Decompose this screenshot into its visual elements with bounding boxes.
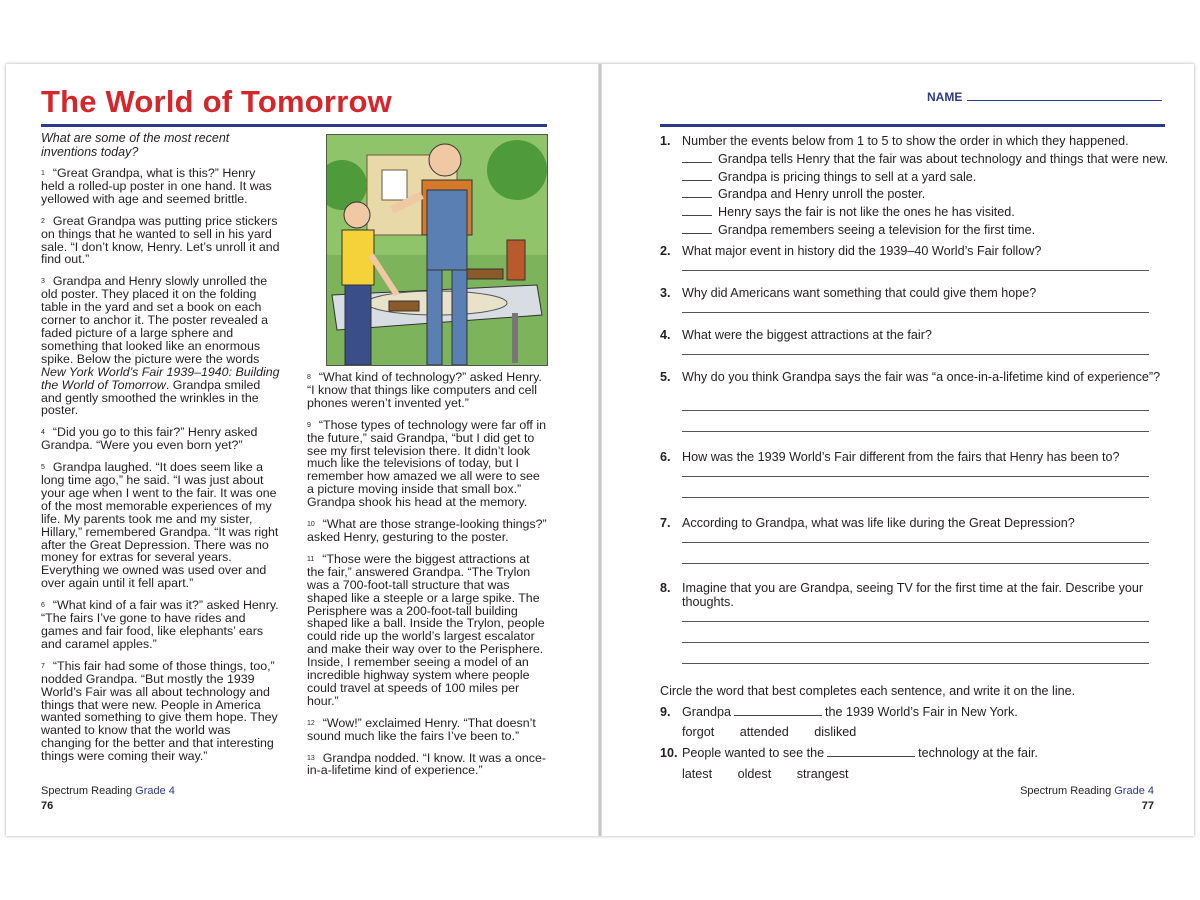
left-page [6, 64, 598, 836]
answer-line[interactable] [682, 497, 1149, 498]
paragraph-text: “What kind of technology?” asked Henry. “I know that things like computers and cell phones weren’t invented yet.” [307, 370, 542, 410]
order-blank[interactable] [682, 233, 712, 234]
question-text: Why did Americans want something that could give them hope? [682, 286, 1037, 300]
paragraph-text: Great Grandpa was putting price stickers on things that he wanted to sell in his yard sale. “I don’t know, Henry. Let’s unroll it and find out.” [41, 213, 280, 267]
paragraph-number: 3 [41, 278, 45, 286]
story-column-2 [307, 371, 548, 786]
paragraph-text: “What are those strange-looking things?” asked Henry, gesturing to the poster. [307, 517, 547, 544]
event-text: Henry says the fair is not like the ones he has visited. [718, 205, 1015, 220]
story-paragraph [41, 599, 281, 651]
paragraph-text: . Grandpa smiled and gently smoothed the wrinkles in the poster. [41, 377, 261, 418]
q9-option[interactable]: disliked [814, 725, 857, 739]
q9-options [682, 725, 878, 739]
question-number: 3. [660, 286, 671, 300]
paragraph-text: “What kind of a fair was it?” asked Henry. “The fairs I’ve gone to have rides and games and fair food, like elephants’ ears and caramel apples.” [41, 598, 279, 651]
paragraph-text: Grandpa and Henry slowly unrolled the old poster. They placed it on the folding table in the yard and set a book on each corner to anchor it. The poster revealed a faded picture of a large sphere and something that looked like an enormous spike. Below the picture were the words [41, 274, 269, 366]
question-text: What were the biggest attractions at the fair? [682, 328, 932, 342]
page-title: The World of Tomorrow [41, 84, 392, 119]
event-item [682, 205, 1015, 219]
question-text: Imagine that you are Grandpa, seeing TV for the first time at the fair. Describe your thoughts. [682, 581, 1144, 609]
answer-line[interactable] [682, 312, 1149, 313]
paragraph-number: 6 [41, 602, 45, 610]
footer-series: Spectrum Reading [1020, 785, 1112, 797]
paragraph-number: 8 [307, 374, 311, 381]
header-rule [660, 124, 1165, 127]
question-text: Why do you think Grandpa says the fair was “a once-in-a-lifetime kind of experience”? [682, 370, 1161, 384]
story-paragraph [41, 215, 281, 267]
story-paragraph [307, 419, 548, 509]
question-number: 4. [660, 328, 671, 342]
page-number-left: 76 [41, 800, 54, 812]
paragraph-text: “Great Grandpa, what is this?” Henry held a rolled-up poster in one hand. It was yellowed with age and seemed brittle. [41, 166, 272, 206]
answer-line[interactable] [682, 621, 1149, 622]
paragraph-number: 1 [41, 170, 45, 177]
question-number: 10. [660, 746, 678, 760]
q9-after: the 1939 World’s Fair in New York. [825, 705, 1018, 719]
answer-line[interactable] [682, 410, 1149, 411]
page-number-right: 77 [1141, 800, 1154, 812]
paragraph-number: 13 [307, 754, 315, 762]
answer-line[interactable] [682, 431, 1149, 432]
question-text: How was the 1939 World’s Fair different from the fairs that Henry has been to? [682, 450, 1120, 464]
event-item [682, 152, 1168, 166]
paragraph-number: 12 [307, 719, 315, 727]
footer-left [41, 785, 175, 797]
story-paragraph [307, 553, 548, 708]
answer-line[interactable] [682, 542, 1149, 543]
q10-option[interactable]: strangest [796, 767, 849, 781]
event-text: Grandpa remembers seeing a television for the first time. [718, 222, 1036, 237]
story-paragraph [41, 167, 281, 206]
story-paragraph [41, 660, 281, 763]
question-text: Number the events below from 1 to 5 to show the order in which they happened. [682, 134, 1129, 148]
grandpa-poster-illustration-icon [327, 135, 547, 365]
question-text: According to Grandpa, what was life like during the Great Depression? [682, 516, 1075, 530]
paragraph-text: “This fair had some of those things, too,” nodded Grandpa. “But mostly the 1939 World’s Fair was all about technology and things that were new. People in America wanted something to give them hope. They wanted to know that the world was changing for the better and that interesting things were coming their way.” [41, 658, 278, 764]
q9-option[interactable]: forgot [682, 725, 715, 739]
paragraph-number: 4 [41, 429, 45, 437]
question-number: 7. [660, 516, 671, 530]
paragraph-text: “Those were the biggest attractions at the fair,” answered Grandpa. “The Trylon was a 700-foot-tall structure that was shaped like a steeple or a large spike. The Perisphere was a 200-foot-tall building shaped like a ball. Inside the Trylon, people could ride up the world’s largest escalator and make their way over to the Perisphere. Inside, I remember seeing a model of an incredible highway system where people could travel at speeds of 100 miles per hour.” [307, 551, 545, 708]
story-illustration [326, 134, 548, 366]
q10-options [682, 767, 871, 781]
q9-option[interactable]: attended [739, 725, 789, 739]
paragraph-number: 9 [307, 421, 311, 429]
story-paragraph [41, 426, 281, 452]
order-blank[interactable] [682, 180, 712, 181]
story-paragraph [307, 371, 548, 410]
answer-line[interactable] [682, 476, 1149, 477]
footer-series: Spectrum Reading [41, 785, 133, 797]
q10-after: technology at the fair. [918, 746, 1038, 760]
story-paragraph [41, 275, 281, 417]
q9-answer-blank[interactable] [734, 715, 822, 716]
event-item [682, 187, 925, 201]
event-text: Grandpa tells Henry that the fair was about technology and things that were new. [718, 152, 1169, 166]
paragraph-number: 10 [307, 521, 315, 529]
question-number: 1. [660, 134, 671, 148]
question-number: 9. [660, 705, 671, 719]
story-paragraph [307, 752, 548, 778]
event-text: Grandpa and Henry unroll the poster. [718, 187, 926, 202]
story-paragraph [41, 461, 281, 590]
paragraph-number: 7 [41, 662, 45, 670]
paragraph-text: Grandpa laughed. “It does seem like a long time ago,” he said. “I was just about your age when I went to the fair. It was one of the most memorable experiences of my life. My parents took me and my sister, Hillary,” remembered Grandpa. “It was right after the Great Depression. There was no money for extras for several years. Everything we owned was used over and over again until it fell apart.” [41, 460, 279, 591]
answer-line[interactable] [682, 563, 1149, 564]
order-blank[interactable] [682, 197, 712, 198]
q10-option[interactable]: latest [682, 767, 713, 781]
footer-right [1020, 785, 1154, 797]
event-text: Grandpa is pricing things to sell at a yard sale. [718, 169, 977, 184]
right-page [602, 64, 1194, 836]
order-blank[interactable] [682, 215, 712, 216]
question-number: 2. [660, 244, 671, 258]
question-number: 5. [660, 370, 671, 384]
order-blank[interactable] [682, 162, 712, 163]
answer-line[interactable] [682, 270, 1149, 271]
name-label: NAME [927, 90, 963, 104]
poster-title-text: New York World’s Fair 1939–1940: Building the World of Tomorrow [41, 364, 280, 392]
q10-before: People wanted to see the [682, 746, 825, 760]
footer-grade: Grade 4 [135, 785, 175, 797]
q9-before: Grandpa [682, 705, 732, 719]
event-item [682, 223, 1035, 237]
answer-line[interactable] [682, 354, 1149, 355]
q10-answer-blank[interactable] [827, 756, 915, 757]
paragraph-text: “Did you go to this fair?” Henry asked Grandpa. “Were you even born yet?” [41, 425, 258, 453]
circle-instruction: Circle the word that best completes each sentence, and write it on the line. [660, 684, 1076, 698]
question-text [682, 746, 1170, 760]
q10-option[interactable]: oldest [737, 767, 772, 781]
paragraph-number: 11 [307, 555, 315, 563]
paragraph-text: “Wow!” exclaimed Henry. “That doesn’t sound much like the fairs I’ve been to.” [307, 715, 536, 743]
paragraph-number: 5 [41, 464, 45, 472]
question-text: What major event in history did the 1939–40 World’s Fair follow? [682, 244, 1042, 258]
story-column-1 [41, 167, 281, 772]
name-field[interactable] [967, 100, 1162, 101]
answer-line[interactable] [682, 663, 1149, 664]
workbook-spread [6, 64, 1194, 836]
paragraph-number: 2 [41, 217, 45, 225]
paragraph-text: “Those types of technology were far off in the future,” said Grandpa, “but I did get to see my first television there. It didn’t look much like the televisions of today, but I remember how amazed we all were to see a picture moving inside that small box.” Grandpa shook his head at the memory. [307, 417, 546, 510]
question-number: 6. [660, 450, 671, 464]
title-rule [41, 124, 547, 127]
footer-grade: Grade 4 [1114, 785, 1154, 797]
question-text [682, 705, 1170, 719]
story-paragraph [307, 518, 548, 544]
question-number: 8. [660, 581, 671, 595]
story-paragraph [307, 717, 548, 743]
intro-question: What are some of the most recent inventions today? [41, 131, 230, 159]
answer-line[interactable] [682, 642, 1149, 643]
paragraph-text: Grandpa nodded. “I know. It was a once-in-a-lifetime kind of experience.” [307, 750, 546, 778]
event-item [682, 170, 976, 184]
